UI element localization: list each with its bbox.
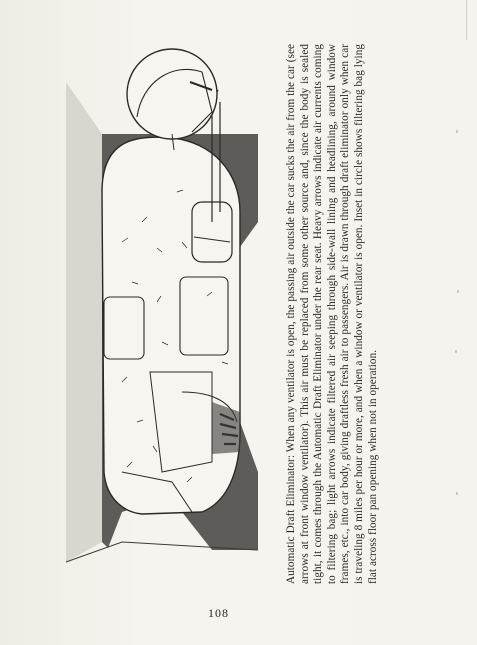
page-number: 108: [208, 606, 229, 620]
car-cutaway-illustration: [62, 42, 276, 584]
paper-speck: [456, 492, 458, 495]
paper-speck: [456, 130, 458, 133]
paper-speck: [455, 350, 457, 353]
caption-column: [285, 44, 395, 584]
inset-circle: [127, 49, 217, 139]
paper-speck: [457, 290, 459, 293]
caption-text: Automatic Draft Eliminator: When any ventilator is open, the passing air outside the car sucks the air from the car (see arrows at front window ventilator). This air must be replaced from some other source and, since the body is sealed tight, it comes through the Automatic Draft Eliminator under the rear seat. Heavy arrows indicate air currents coming to filtering bag; light arrows indicate filtered air seeping through side-wall lining and headlining, around window frames, etc., into car body, giving draftless fresh air to passengers. Air is drawn through draft eliminator only when car is traveling 8 miles per hour or more, and when a window or ventilator is open. Inset in circle shows filtering bag lying flat across floor pan opening when not in operation.: [285, 44, 379, 584]
page-edge: [466, 0, 473, 40]
figure-caption: [285, 44, 395, 584]
